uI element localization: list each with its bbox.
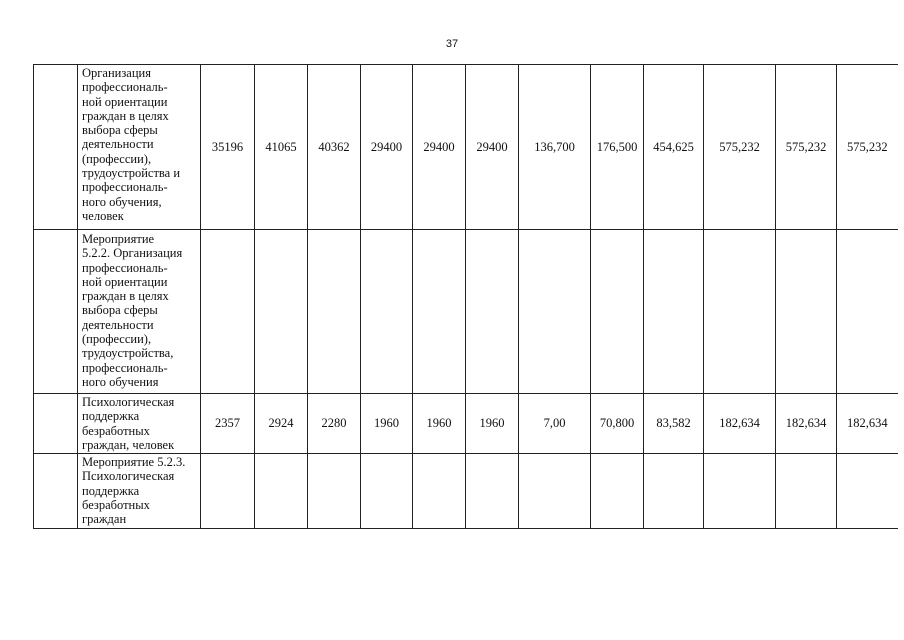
value-cell xyxy=(413,454,466,529)
value-cell xyxy=(776,454,837,529)
value-cell: 575,232 xyxy=(837,65,898,230)
value-cell xyxy=(519,454,591,529)
value-cell: 83,582 xyxy=(644,394,704,454)
value-cell: 70,800 xyxy=(591,394,644,454)
value-cell xyxy=(255,230,308,394)
table-row xyxy=(34,454,898,529)
value-cell xyxy=(308,230,361,394)
value-cell xyxy=(201,230,255,394)
value-cell xyxy=(361,230,413,394)
row-index-cell xyxy=(34,230,78,394)
value-cell xyxy=(704,454,776,529)
value-cell xyxy=(201,454,255,529)
value-cell: 182,634 xyxy=(776,394,837,454)
row-index-cell xyxy=(34,394,78,454)
value-cell xyxy=(644,454,704,529)
value-cell xyxy=(361,454,413,529)
value-cell: 35196 xyxy=(201,65,255,230)
value-cell: 182,634 xyxy=(704,394,776,454)
value-cell xyxy=(591,454,644,529)
table-row xyxy=(34,230,898,394)
row-index-cell xyxy=(34,65,78,230)
value-cell: 29400 xyxy=(413,65,466,230)
row-name-cell: Мероприятие 5.2.3. Психологическая поддержка безработных граждан xyxy=(78,454,201,529)
table-row xyxy=(34,394,898,454)
value-cell xyxy=(704,230,776,394)
value-cell: 7,00 xyxy=(519,394,591,454)
value-cell xyxy=(255,454,308,529)
value-cell: 575,232 xyxy=(704,65,776,230)
value-cell xyxy=(776,230,837,394)
row-name-cell: Организация профессиональ- ной ориентации граждан в целях выбора сферы деятельности (профессии), трудоустройства и профессиональ- ного обучения, человек xyxy=(78,65,201,230)
value-cell xyxy=(308,454,361,529)
value-cell: 454,625 xyxy=(644,65,704,230)
value-cell xyxy=(466,454,519,529)
value-cell: 29400 xyxy=(361,65,413,230)
value-cell xyxy=(837,230,898,394)
value-cell xyxy=(644,230,704,394)
row-index-cell xyxy=(34,454,78,529)
table-row xyxy=(34,65,898,230)
value-cell xyxy=(519,230,591,394)
value-cell xyxy=(591,230,644,394)
value-cell: 2357 xyxy=(201,394,255,454)
value-cell: 29400 xyxy=(466,65,519,230)
page-number: 37 xyxy=(445,38,459,50)
value-cell xyxy=(413,230,466,394)
data-table xyxy=(33,64,898,529)
value-cell: 2924 xyxy=(255,394,308,454)
value-cell: 1960 xyxy=(466,394,519,454)
row-name-cell: Психологическая поддержка безработных граждан, человек xyxy=(78,394,201,454)
value-cell: 41065 xyxy=(255,65,308,230)
value-cell: 136,700 xyxy=(519,65,591,230)
value-cell xyxy=(837,454,898,529)
value-cell: 575,232 xyxy=(776,65,837,230)
value-cell: 40362 xyxy=(308,65,361,230)
value-cell xyxy=(466,230,519,394)
value-cell: 176,500 xyxy=(591,65,644,230)
value-cell: 182,634 xyxy=(837,394,898,454)
value-cell: 1960 xyxy=(413,394,466,454)
value-cell: 1960 xyxy=(361,394,413,454)
value-cell: 2280 xyxy=(308,394,361,454)
row-name-cell: Мероприятие 5.2.2. Организация профессиональ- ной ориентации граждан в целях выбора сферы деятельности (профессии), трудоустройства, профессиональ- ного обучения xyxy=(78,230,201,394)
